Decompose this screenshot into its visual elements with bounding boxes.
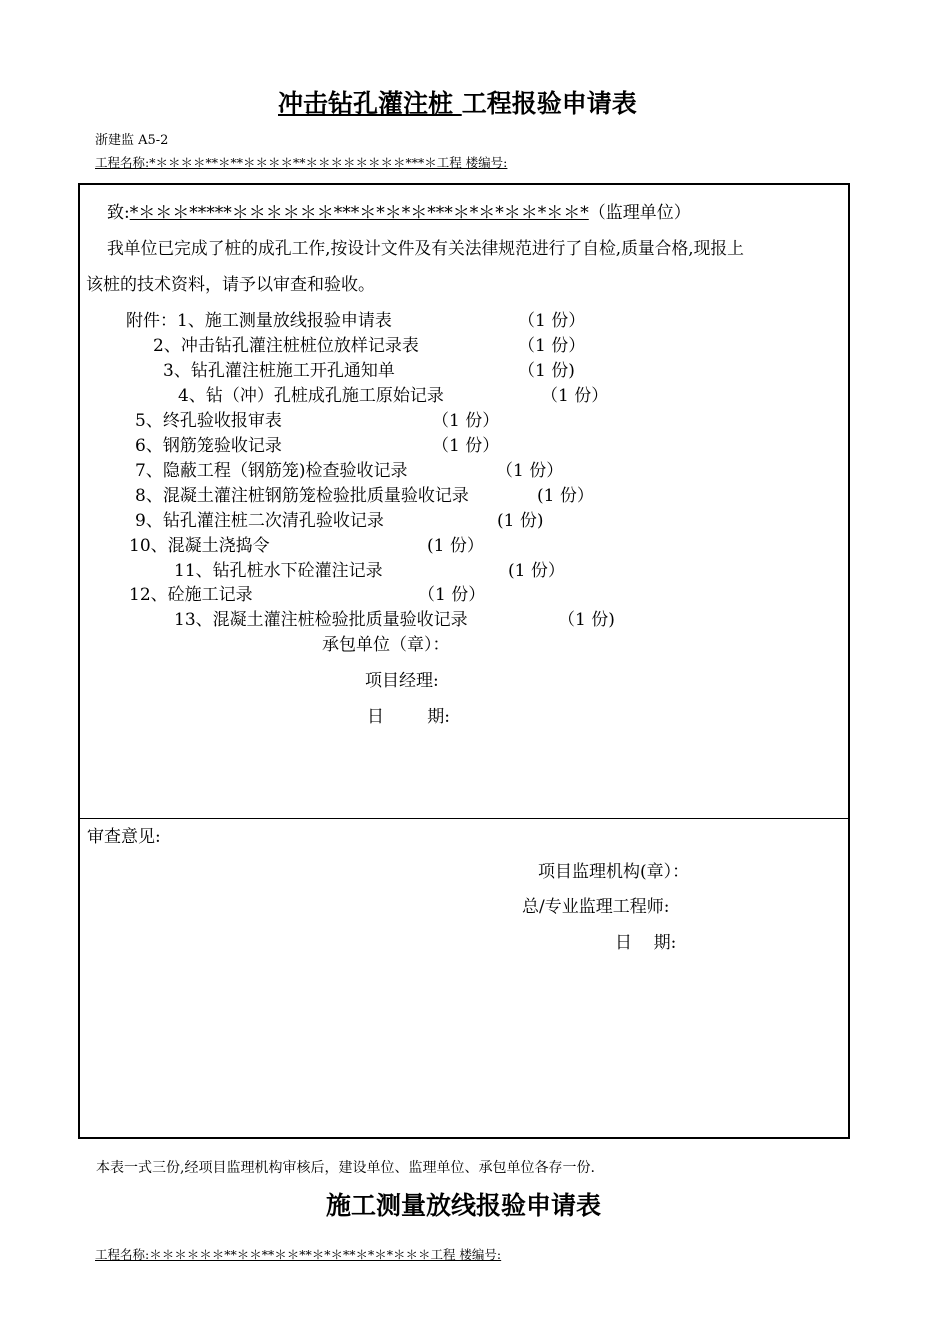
review-opinion-label: 审查意见:	[87, 827, 161, 847]
addressee-name: *＊＊＊*****＊＊＊＊＊＊***＊*＊*＊***＊*＊*＊＊*＊＊*	[129, 203, 589, 223]
attachment-qty: （1 份)	[558, 610, 615, 630]
attachment-qty: （1 份)	[518, 361, 575, 381]
attachment-item: 12、砼施工记录	[129, 585, 253, 605]
attachment-item: 10、混凝土浇捣令	[129, 536, 270, 556]
addressee-prefix: 致:	[107, 203, 130, 223]
page-title-underlined: 冲击钻孔灌注桩	[278, 89, 462, 118]
attachment-qty: （1 份）	[518, 311, 586, 331]
attachment-item: 3、钻孔灌注桩施工开孔通知单	[163, 361, 395, 381]
attachment-qty: （1 份）	[518, 336, 586, 356]
supervising-engineer-label: 总/专业监理工程师:	[522, 897, 670, 917]
section-divider	[78, 818, 850, 819]
review-date-label: 日 期:	[615, 933, 677, 953]
next-project-name-line: 工程名称:＊＊＊＊＊＊**＊＊**＊＊**＊*＊**＊*＊*＊＊＊工程 楼编号:	[95, 1247, 502, 1262]
attachment-item: 4、钻（冲）孔桩成孔施工原始记录	[178, 386, 444, 406]
attachment-item: 附件：1、施工测量放线报验申请表	[126, 311, 392, 331]
attachment-qty: (1 份）	[537, 486, 594, 506]
page-title-rest: 工程报验申请表	[461, 89, 637, 118]
attachment-qty: （1 份）	[432, 436, 500, 456]
attachment-item: 9、钻孔灌注桩二次清孔验收记录	[135, 511, 384, 531]
attachment-item: 13、混凝土灌注桩检验批质量验收记录	[174, 610, 468, 630]
attachment-item: 8、混凝土灌注桩钢筋笼检验批质量验收记录	[135, 486, 469, 506]
attachment-item: 6、钢筋笼验收记录	[135, 436, 282, 456]
attachment-item: 2、冲击钻孔灌注桩桩位放样记录表	[153, 336, 419, 356]
next-form-title: 施工测量放线报验申请表	[326, 1191, 602, 1220]
statement-line-2: 该桩的技术资料，请予以审查和验收。	[86, 275, 375, 295]
attachment-qty: （1 份）	[418, 585, 486, 605]
addressee-suffix: （监理单位）	[588, 203, 691, 223]
attachment-qty: (1 份)	[497, 511, 544, 531]
attachment-qty: (1 份）	[427, 536, 484, 556]
page-title	[278, 84, 637, 120]
footer-note: 本表一式三份,经项目监理机构审核后，建设单位、监理单位、承包单位各存一份.	[96, 1160, 595, 1176]
project-name-line: 工程名称:*＊＊＊＊**＊**＊＊＊＊**＊＊＊＊＊＊＊＊***＊工程 楼编号:	[95, 155, 508, 170]
supervision-org-label: 项目监理机构(章）：	[538, 862, 690, 882]
attachment-item: 11、钻孔桩水下砼灌注记录	[174, 561, 383, 581]
attachment-item: 5、终孔验收报审表	[135, 411, 282, 431]
addressee-line	[107, 198, 691, 223]
attachment-qty: (1 份）	[508, 561, 565, 581]
contractor-seal-label: 承包单位（章）：	[322, 635, 450, 655]
applicant-date-label: 日 期:	[367, 707, 450, 727]
attachment-qty: （1 份）	[541, 386, 609, 406]
statement-line-1: 我单位已完成了桩的成孔工作,按设计文件及有关法律规范进行了自检,质量合格,现报上	[107, 238, 744, 258]
attachment-item: 7、隐蔽工程（钢筋笼)检查验收记录	[135, 461, 408, 481]
attachment-qty: （1 份）	[432, 411, 500, 431]
project-manager-label: 项目经理:	[365, 671, 439, 691]
attachment-qty: （1 份）	[496, 461, 564, 481]
form-code: 浙建监 A5-2	[95, 133, 169, 148]
